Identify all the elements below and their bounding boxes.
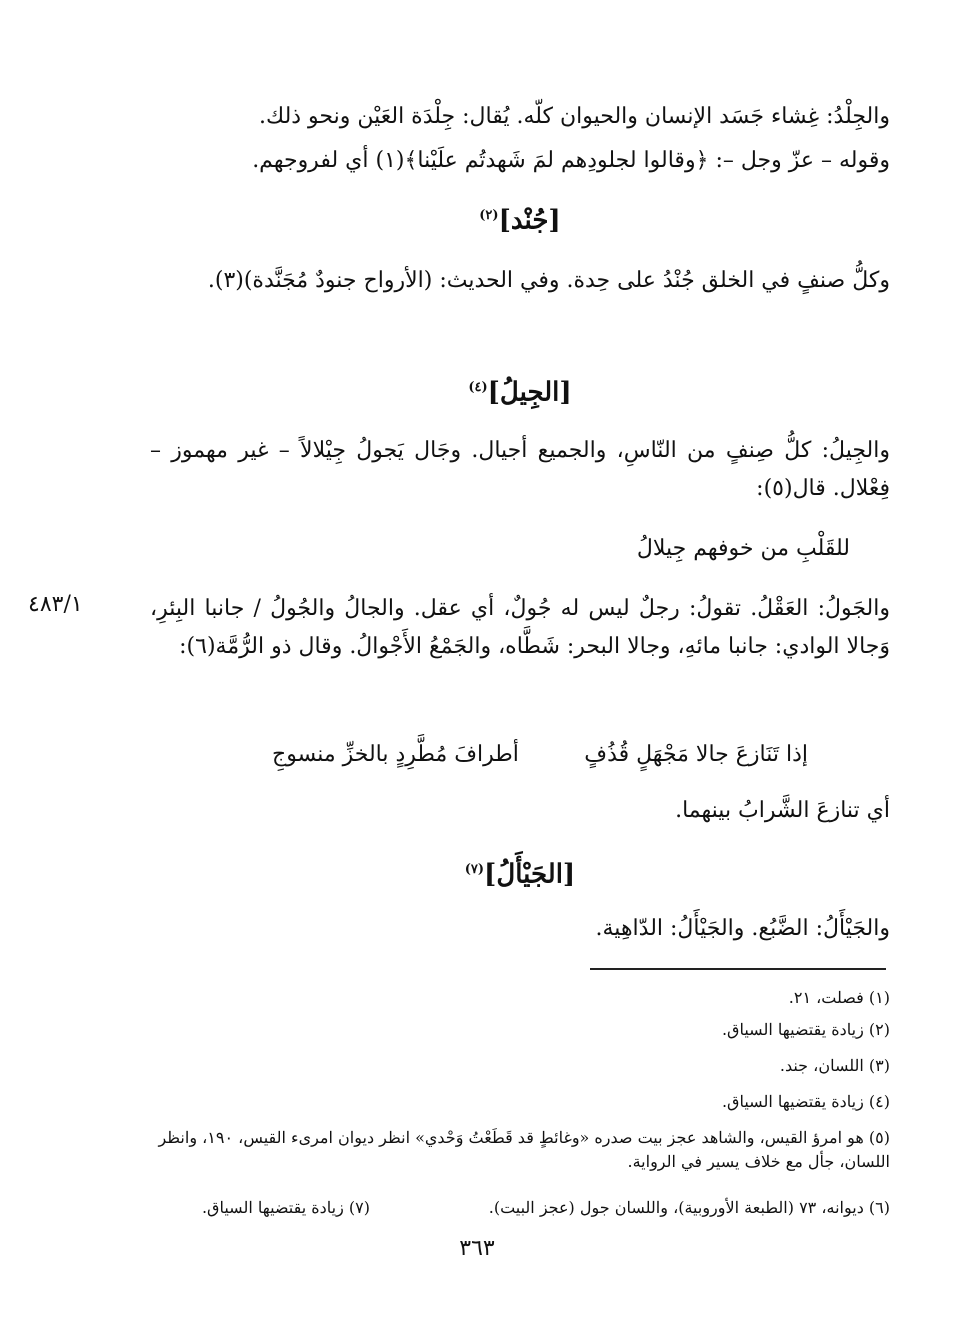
paragraph-jild: والجِلْدُ: غِشاء جَسَد الإنسان والحيوان كلّه. يُقال: جِلْدَة العَيْن ونحو ذلك. [259, 104, 890, 129]
paragraph-quran-quote: وقوله – عزّ وجل –: ﴿وقالوا لجلودِهم لمَ شَهدتُم علَيْنا﴾(١) أي لفروجهم. [252, 148, 890, 173]
paragraph-jayal: والجَيْأَلُ: الضَّبُع. والجَيْأَلُ: الدّاهِية. [595, 916, 890, 941]
heading-jayal-title: [الجَيْأَلُ] [484, 859, 576, 890]
heading-jil [150, 368, 890, 413]
footnote-4: (٤) زيادة يقتضيها السياق. [721, 1092, 890, 1111]
verse-jilal: للقَلْبِ من خوفهم جِيلالُ [636, 536, 850, 561]
heading-jayal [150, 850, 890, 895]
heading-jayal-note: (٧) [464, 862, 485, 877]
footnote-2: (٢) زيادة يقتضيها السياق. [721, 1020, 890, 1039]
page-number: ٣٦٣ [459, 1236, 495, 1261]
footnote-1: (١) فصلت، ٢١. [788, 988, 890, 1007]
verse-first-hemistich: إذا تَنَازعَ جالا مَجْهَلٍ قُذُفٍ [584, 742, 808, 767]
verse-second-hemistich: أطرافَ مُطَّرِدٍ بالخزِّ منسوجِ [272, 742, 519, 767]
margin-reference: ٤٨٣/١ [28, 592, 83, 617]
heading-jund-note: (٢) [479, 208, 499, 223]
paragraph-jil: والجِيلُ: كلُّ صِنفٍ من النّاسِ، والجميع أجيال. وجَال يَجولُ جِيْلالاً – غير مهموز – فِعْلال. قال(٥): [150, 438, 890, 501]
paragraph-jund: وكلُّ صنفٍ في الخلق جُنْدُ على حِدة. وفي الحديث: (الأرواح جنودٌ مُجَنَّدة)(٣). [207, 268, 890, 293]
footnote-3: (٣) اللسان، جند. [779, 1056, 890, 1075]
footnote-7: (٧) زيادة يقتضيها السياق. [201, 1198, 370, 1217]
heading-jund-title: [جُنْد] [498, 205, 561, 236]
footnote-6: (٦) ديوانه، ٧٣ (الطبعة الأوروبية)، واللسان جول (عجز البيت). [488, 1198, 890, 1217]
heading-jil-title: [الجِيلُ] [487, 377, 572, 408]
paragraph-jawl: والجَولُ: العَقْلُ. تقولُ: رجلٌ ليس له جُولٌ، أي عقل. والجالُ والجُولُ / جانبا البِئرِ، وَجالا الوادي: جانبا مائهِ، وجالا البحر: شَطَّاه، والجَمْعُ الأَجْوالُ. وقال ذو الرُّمَّة(٦): [150, 596, 890, 659]
footnote-5: (٥) هو امرؤ القيس، والشاهد عجز بيت صدره «وغائطٍ قد قَطَعْتُ وَحْدي» انظر ديوان امرىء القيس، ١٩٠، وانظر اللسان، جأل مع خلاف يسير في الرواية. [158, 1128, 890, 1171]
heading-jil-note: (٤) [468, 380, 488, 395]
paragraph-tanazu: أي تنازعَ الشَّرابُ بينهما. [675, 798, 890, 823]
heading-jund [150, 196, 890, 241]
footnote-separator [590, 968, 886, 970]
